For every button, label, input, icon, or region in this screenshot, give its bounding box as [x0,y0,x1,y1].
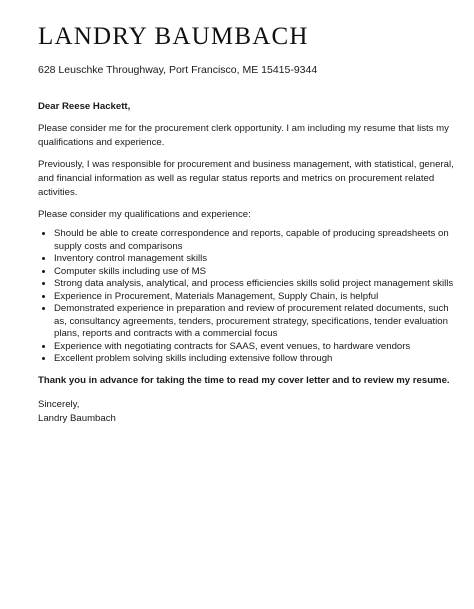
closing: Sincerely, [38,398,80,410]
applicant-address: 628 Leuschke Throughway, Port Francisco, ME 15415-9344 [38,64,318,76]
list-item: • Strong data analysis, analytical, and process efficiencies skills solid project management skills [54,278,458,291]
list-item: • Experience with negotiating contracts for SAAS, event venues, to hardware vendors [54,341,458,354]
thank-you-line: Thank you in advance for taking the time to read my cover letter and to review my resume. [38,374,450,386]
cover-letter-page [38,22,458,426]
qualifications-list [38,228,458,366]
experience-paragraph: Previously, I was responsible for procurement and business management, with statistical, general, and financial information as well as regular status reports and metrics on procurement related activities. [38,159,454,198]
salutation: Dear Reese Hackett, [38,101,131,112]
list-item: • Inventory control management skills [54,253,458,266]
list-item: • Excellent problem solving skills including extensive follow through [54,353,458,366]
signature: Landry Baumbach [38,412,116,424]
list-item: • Should be able to create correspondence and reports, capable of producing spreadsheets on supply costs and comparisons [54,228,458,253]
applicant-name: LANDRY BAUMBACH [38,23,309,50]
intro-paragraph: Please consider me for the procurement clerk opportunity. I am including my resume that lists my qualifications and experience. [38,123,449,148]
qualifications-intro: Please consider my qualifications and experience: [38,209,251,220]
list-item: • Experience in Procurement, Materials Management, Supply Chain, is helpful [54,291,458,304]
letter-body [38,100,458,426]
list-item: • Demonstrated experience in preparation and review of procurement related documents, such as, consultancy agreements, tenders, procurement strategy, specifications, tender evaluation plans, reports and contracts with a commercial focus [54,303,458,341]
list-item: • Computer skills including use of MS [54,266,458,279]
